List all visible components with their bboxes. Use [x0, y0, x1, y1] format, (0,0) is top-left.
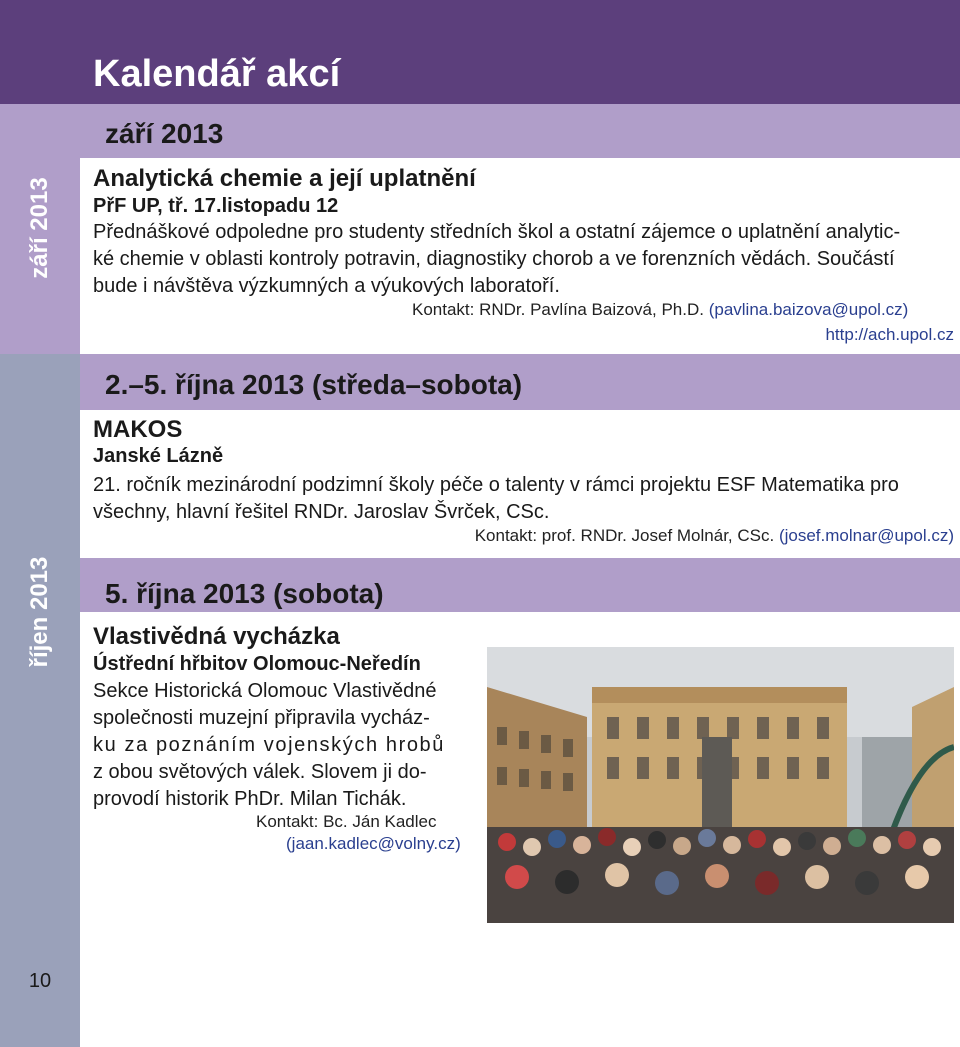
- side-label-october: říjen 2013: [26, 556, 53, 668]
- event-description-line: ké chemie v oblasti kontroly potravin, diagnostiky chorob a ve forenzních vědách. Součástí: [93, 248, 895, 270]
- contact-web-link[interactable]: http://ach.upol.cz: [825, 325, 954, 344]
- event-description-line: ku za poznáním vojenských hrobů: [93, 734, 445, 756]
- event-description-line: Přednáškové odpoledne pro studenty středních škol a ostatní zájemce o uplatnění analytic-: [93, 221, 901, 243]
- page-title: Kalendář akcí: [93, 53, 341, 95]
- event-description-line: Sekce Historická Olomouc Vlastivědné: [93, 680, 437, 702]
- event-title: Vlastivědná vycházka: [93, 623, 340, 650]
- contact-name: Kontakt: Bc. Ján Kadlec: [256, 812, 437, 831]
- page-number: 10: [28, 970, 52, 992]
- event-photo: [487, 647, 954, 923]
- contact-email-link[interactable]: (pavlina.baizova@upol.cz): [708, 300, 909, 319]
- sidebar-september: [0, 104, 80, 354]
- event-description-line: všechny, hlavní řešitel RNDr. Jaroslav Švrček, CSc.: [93, 501, 550, 523]
- page-header: [0, 0, 960, 104]
- event-location: Janské Lázně: [93, 445, 224, 467]
- contact-email-link[interactable]: (josef.molnar@upol.cz): [778, 526, 954, 545]
- event-description-line: provodí historik PhDr. Milan Tichák.: [93, 788, 407, 810]
- event-contact: [475, 526, 954, 546]
- event-description-line: 21. ročník mezinárodní podzimní školy péče o talenty v rámci projektu ESF Matematika pro: [93, 474, 899, 496]
- event-description-line: z obou světových válek. Slovem ji do-: [93, 761, 427, 783]
- event-description-line: bude i návštěva výzkumných a výukových laboratoří.: [93, 275, 560, 297]
- side-label-september: září 2013: [26, 177, 53, 279]
- event-location: Ústřední hřbitov Olomouc-Neředín: [93, 653, 421, 675]
- contact-name: Kontakt: RNDr. Pavlína Baizová, Ph.D.: [412, 300, 704, 319]
- event-title: MAKOS: [93, 416, 183, 443]
- event-title: Analytická chemie a její uplatnění: [93, 165, 476, 192]
- event-date: 2.–5. října 2013 (středa–sobota): [105, 369, 523, 400]
- event-location: PřF UP, tř. 17.listopadu 12: [93, 195, 339, 217]
- contact-name: Kontakt: prof. RNDr. Josef Molnár, CSc.: [474, 526, 775, 545]
- event-date: září 2013: [105, 118, 224, 149]
- contact-email-link[interactable]: (jaan.kadlec@volny.cz): [286, 834, 461, 853]
- event-date: 5. října 2013 (sobota): [105, 578, 384, 609]
- event-contact: [412, 300, 908, 320]
- event-description-line: společnosti muzejní připravila vycház-: [93, 707, 430, 729]
- sidebar-october: [0, 354, 80, 1047]
